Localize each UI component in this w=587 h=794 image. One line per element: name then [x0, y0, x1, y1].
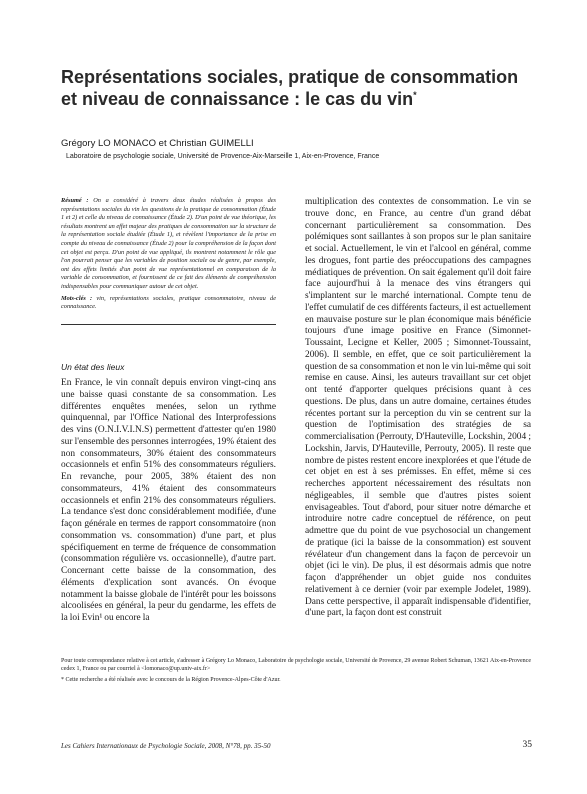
keywords-label: Mots-clés :	[61, 294, 93, 302]
keywords-text: vin, représentations sociales, pratique consommatoire, niveau de connaissance.	[61, 294, 276, 311]
body-paragraph-left: En France, le vin connaît depuis environ vingt-cinq ans une baisse quasi constante de sa consommation. Les différentes enquêtes menées, selon un rythme quinquennal, par l'Office National des Interprofessions des vins (O.N.I.V.I.N.S) permettent d'attester qu'en 1980 sur l'ensemble des personnes interrogées, 19% étaient des non consommateurs, 30% étaient des consommateurs occasionnels et enfin 51% des consommateurs réguliers. En revanche, pour 2005, 38% étaient des non consommateurs, 41% étaient des consommateurs occasionnels et enfin 21% des consommateurs réguliers. La tendance s'est donc considérablement modifiée, d'une façon générale en termes de rapport consommatoire (non consommation vs. consommation) d'une part, et plus spécifiquement en terme de fréquence de consommation (consommation régulière vs. occasionnelle), d'autre part. Concernant cette baisse de la consommation, des éléments d'explication sont avancés. On évoque notamment la baisse globale de l'intérêt pour les boissons alcoolisées en général, la peur du gendarme, les effets de la loi Evin¹ ou encore la	[61, 378, 276, 623]
footnotes-block	[61, 657, 531, 684]
body-column-right	[305, 197, 531, 650]
funding-footnote: * Cette recherche a été réalisée avec le concours de la Région Provence-Alpes-Côte d'Azur.	[61, 676, 281, 683]
abstract-label: Résumé :	[61, 197, 89, 204]
abstract-divider	[61, 324, 276, 325]
title-footnote-marker: *	[413, 90, 417, 100]
keywords-paragraph	[61, 295, 276, 312]
author-affiliation: Laboratoire de psychologie sociale, Université de Provence-Aix-Marseille 1, Aix-en-Provence, France	[66, 153, 380, 160]
abstract-block	[61, 197, 276, 315]
page-number: 35	[522, 740, 532, 750]
article-title-text: Représentations sociales, pratique de consommation et niveau de connaissance : le cas du vin	[61, 67, 519, 109]
article-title	[61, 66, 531, 110]
correspondence-footnote: Pour toute correspondance relative à cet article, s'adresser à Grégory Lo Monaco, Laboratoire de psychologie sociale, Université de Provence, 29 avenue Robert Schuman, 13621 Aix-en-Provence cedex 1, France ou par courriel à <lomonaco@up.univ-aix.fr>	[61, 658, 531, 673]
abstract-paragraph	[61, 197, 276, 292]
journal-citation: Les Cahiers Internationaux de Psychologie Sociale, 2008, N°78, pp. 35-50	[61, 742, 271, 750]
body-column-left	[61, 378, 276, 650]
article-authors: Grégory LO MONACO et Christian GUIMELLI	[61, 138, 254, 149]
section-heading: Un état des lieux	[61, 362, 125, 372]
body-paragraph-right: multiplication des contextes de consommation. Le vin se trouve donc, en France, au centre d'un grand débat concernant particulièrement sa consommation. Des polémiques sont saillantes à son propos sur le plan sanitaire et social. Actuellement, le vin et l'alcool en général, comme les drogues, font partie des préoccupations des campagnes médiatiques de prévention. On sait également qu'il doit faire face aujourd'hui à la menace des vins étrangers qui s'implantent sur le marché international. Compte tenu de l'effet cumulatif de ces différents facteurs, il est actuellement en mauvaise posture sur le plan économique mais bénéficie toujours d'une image positive en France (Simonnet-Toussaint, Lecigne et Keller, 2005 ; Simonnet-Toussaint, 2006). Il semble, en effet, que ce soit particulièrement la question de sa consommation et non le vin lui-même qui soit remise en cause. Ainsi, les auteurs travaillant sur cet objet ont tenté d'apporter quelques précisions quant à ces questions. De plus, dans un autre domaine, certaines études récentes portant sur la perception du vin se centrent sur la question de l'optimisation des stratégies de sa commercialisation (Perrouty, D'Hauteville, Lockshin, 2004 ; Lockshin, Jarvis, D'Hauteville, Perrouty, 2005). Il reste que nombre de pistes restent encore inexplorées et que l'étude de cet objet en est à ses prémisses. En effet, même si ces recherches apportent nécessairement des résultats non négligeables, il semble que d'autres pistes soient envisageables. Tout d'abord, pour situer notre démarche et introduire notre cadre conceptuel de référence, on peut admettre que du point de vue psychosocial un changement de pratique (ici la baisse de la consommation) est souvent révélateur d'un changement dans la façon de percevoir un objet (ici le vin). De plus, il est désormais admis que notre façon d'appréhender un objet guide nos conduites relativement à ce dernier (voir par exemple Jodelet, 1989). Dans cette perspective, il apparaît indispensable d'identifier, d'une part, la façon dont est construit	[305, 197, 531, 619]
abstract-text: On a considéré à travers deux études réalisées à propos des représentations sociales du vin les questions de la pratique de consommation (Étude 1 et 2) et celle du niveau de connaissance (Étude 2). D'un point de vue théorique, les résultats montrent un effet majeur des pratiques de consommation sur la structure de la représentation sociale étudiée (Étude 1), et révèlent l'importance de la prise en compte du niveau de connaissance (Étude 2) pour la compréhension de la façon dont cet objet est perçu. D'un point de vue appliqué, ils montrent notamment le rôle que l'on pourrait penser que les variables de position sociale ou de genre, par exemple, ont des effets limités d'un point de vue représentationnel en comparaison de la variable de consommation, et fournissent de ce fait des éléments de compréhension indispensables pour communiquer autour de cet objet.	[61, 197, 277, 290]
